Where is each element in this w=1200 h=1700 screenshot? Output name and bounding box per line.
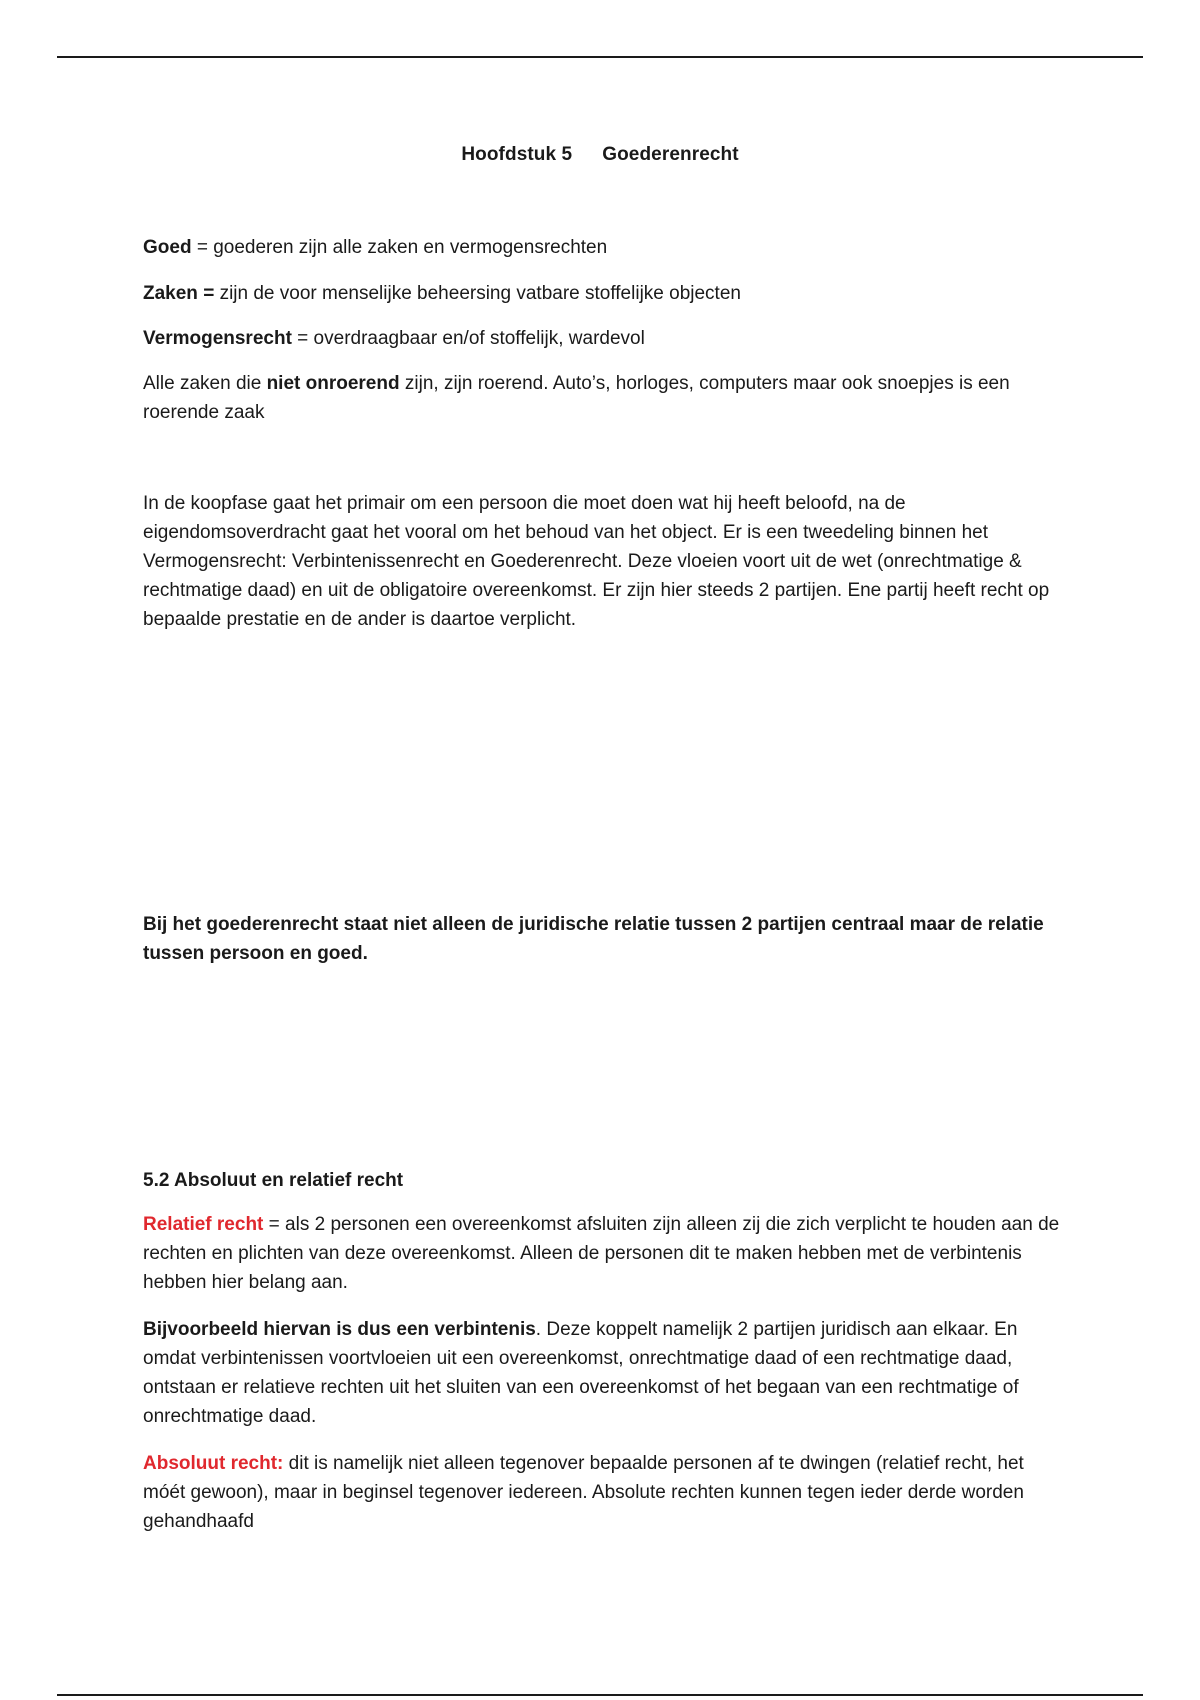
paragraph-absoluut-recht	[143, 1449, 1063, 1536]
definition-vermogensrecht-text: = overdraagbaar en/of stoffelijk, wardevol	[291, 328, 645, 349]
paragraph-koopfase	[143, 489, 1063, 634]
voorbeeld-text: . Deze koppelt namelijk 2 partijen juridisch aan elkaar. En omdat verbintenissen voortvloeien uit een overeenkomst, onrechtmatige daad of een rechtmatige daad, ontstaan er relatieve rechten uit het sluiten van een overeenkomst of het begaan van een rechtmatige of onrechtmatige daad.	[143, 1319, 1019, 1427]
roerend-after: zijn, zijn roerend. Auto’s, horloges, computers maar ook snoepjes is een roerende zaak	[143, 373, 1010, 423]
header-rule	[57, 56, 1143, 58]
section-heading-5-2	[143, 1166, 1063, 1195]
roerend-before: Alle zaken die	[143, 373, 267, 394]
definition-zaken-text: zijn de voor menselijke beheersing vatbare stoffelijke objecten	[214, 283, 741, 304]
paragraph-voorbeeld	[143, 1315, 1063, 1431]
paragraph-relatief-recht	[143, 1210, 1063, 1297]
term-zaken: Zaken =	[143, 283, 215, 304]
term-goed: Goed	[143, 237, 192, 258]
definition-zaken	[143, 279, 1063, 308]
koopfase-text: In de koopfase gaat het primair om een persoon die moet doen wat hij heeft beloofd, na de eigendomsoverdracht gaat het vooral om het behoud van het object. Er is een tweedeling binnen het Vermogensrecht: Verbintenissenrecht en Goederenrecht. Deze vloeien voort uit de wet (onrechtmatige & rechtmatige daad) en uit de obligatoire overeenkomst. Er zijn hier steeds 2 partijen. Ene partij heeft recht op bepaalde prestatie en de ander is daartoe verplicht.	[143, 493, 1050, 630]
footer-rule	[57, 1694, 1143, 1696]
definition-goed	[143, 233, 1063, 262]
roerend-bold: niet onroerend	[266, 373, 400, 394]
paragraph-goederenrecht-statement	[143, 910, 1063, 968]
voorbeeld-bold: Bijvoorbeeld hiervan is dus een verbintenis	[143, 1319, 536, 1340]
goederenrecht-statement-text: Bij het goederenrecht staat niet alleen de juridische relatie tussen 2 partijen centraal maar de relatie tussen persoon en goed.	[143, 914, 1044, 964]
absoluut-recht-text: dit is namelijk niet alleen tegenover bepaalde personen af te dwingen (relatief recht, het móét gewoon), maar in beginsel tegenover iedereen. Absolute rechten kunnen tegen ieder derde worden gehandhaafd	[143, 1453, 1024, 1532]
page-title	[0, 144, 1200, 166]
section-heading-text: 5.2 Absoluut en relatief recht	[143, 1170, 404, 1191]
paragraph-roerend	[143, 369, 1063, 427]
term-absoluut-recht: Absoluut recht:	[143, 1453, 284, 1474]
chapter-subject: Goederenrecht	[602, 144, 739, 165]
term-relatief-recht: Relatief recht	[143, 1214, 264, 1235]
chapter-label: Hoofdstuk 5	[461, 144, 573, 165]
definition-goed-text: = goederen zijn alle zaken en vermogensrechten	[191, 237, 608, 258]
term-vermogensrecht: Vermogensrecht	[143, 328, 292, 349]
definition-vermogensrecht	[143, 324, 1063, 353]
relatief-recht-text: = als 2 personen een overeenkomst afsluiten zijn alleen zij die zich verplicht te houden aan de rechten en plichten van deze overeenkomst. Alleen de personen dit te maken hebben met de verbintenis hebben hier belang aan.	[143, 1214, 1060, 1293]
